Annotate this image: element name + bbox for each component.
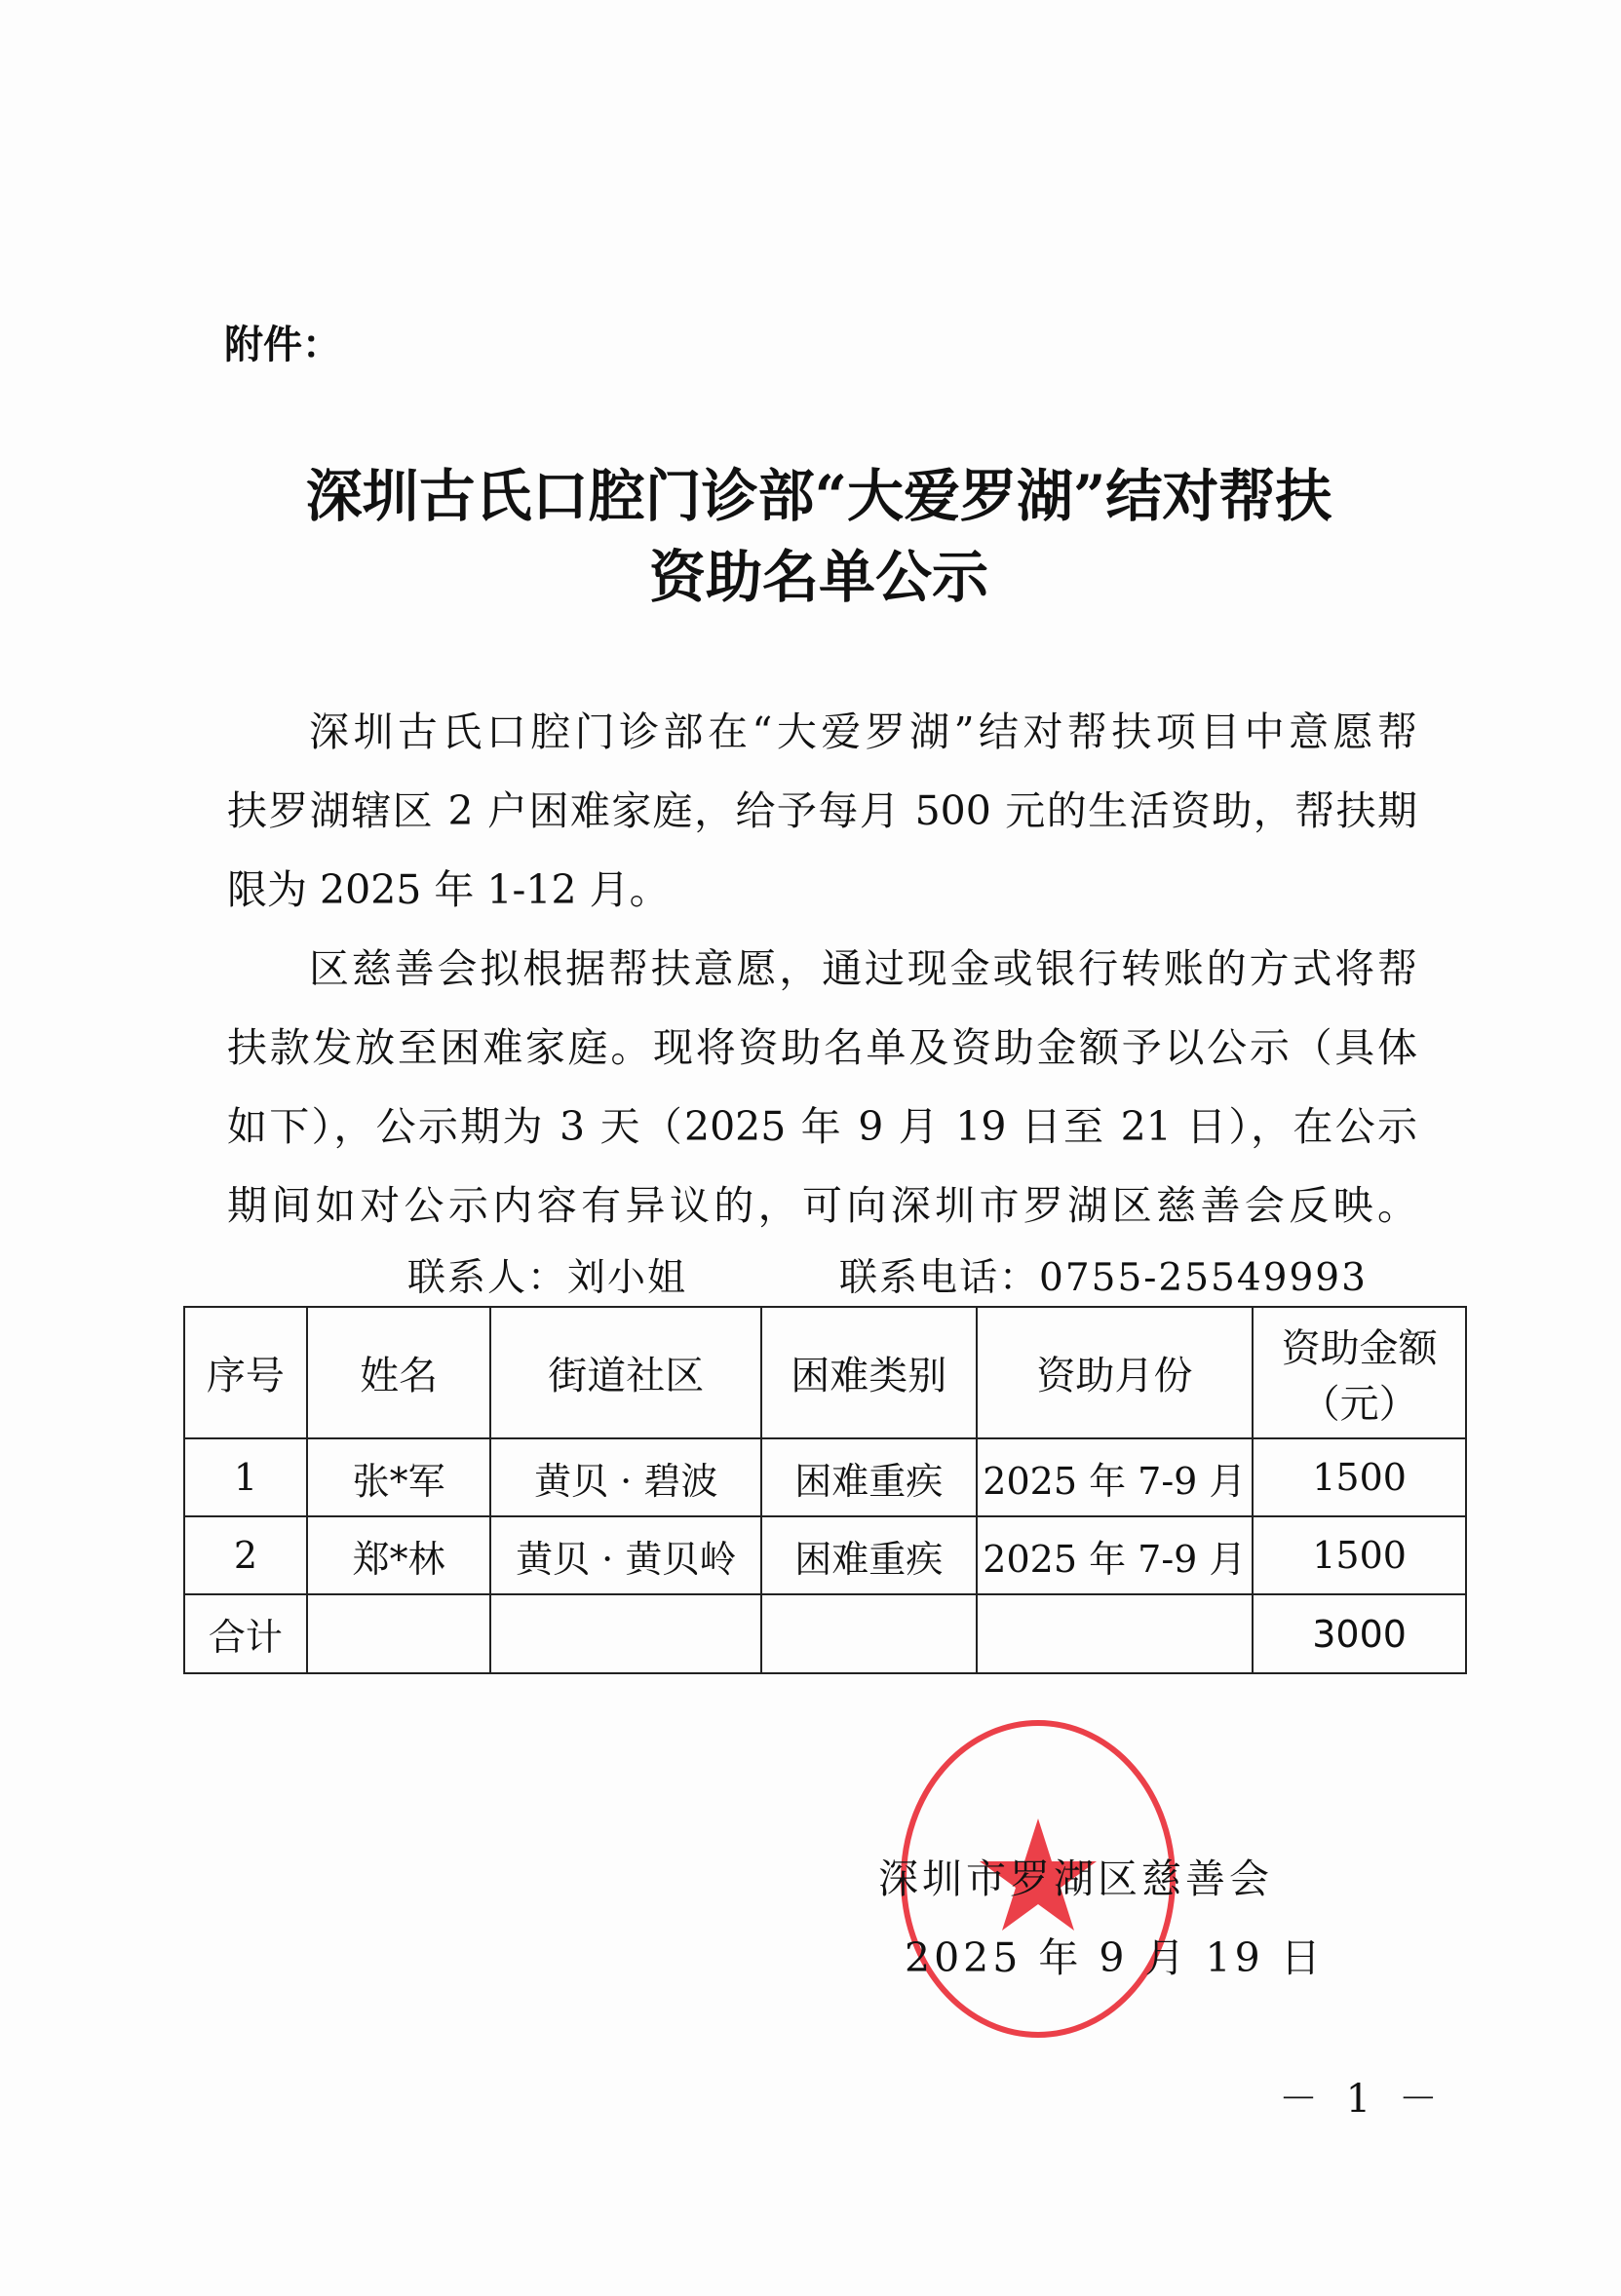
document-title-line-2: 资助名单公示 bbox=[648, 544, 988, 610]
header-category: 困难类别 bbox=[761, 1307, 977, 1438]
paragraph-1-line: 限为 2025 年 1-12 月。 bbox=[227, 866, 670, 913]
contact-phone: 联系电话：0755-25549993 bbox=[839, 1256, 1368, 1300]
table-row bbox=[184, 1516, 1466, 1594]
total-value: 3000 bbox=[1253, 1594, 1466, 1673]
cell-months: 2025 年 7-9 月 bbox=[977, 1438, 1254, 1516]
header-index: 序号 bbox=[184, 1307, 307, 1438]
header-months: 资助月份 bbox=[977, 1307, 1254, 1438]
page-number: － 1 － bbox=[1279, 2077, 1446, 2122]
header-amount-unit: （元） bbox=[1300, 1381, 1418, 1427]
paragraph-2-line: 区慈善会拟根据帮扶意愿，通过现金或银行转账的方式将帮 bbox=[309, 945, 1417, 992]
cell-community: 黄贝 · 黄贝岭 bbox=[490, 1516, 760, 1594]
paragraph-2-line: 扶款发放至困难家庭。现将资助名单及资助金额予以公示（具体 bbox=[227, 1024, 1417, 1071]
table-total-row bbox=[184, 1594, 1466, 1673]
paragraph-2-line: 期间如对公示内容有异议的，可向深圳市罗湖区慈善会反映。 bbox=[227, 1182, 1417, 1229]
cell-community: 黄贝 · 碧波 bbox=[490, 1438, 760, 1516]
paragraph-1-line: 扶罗湖辖区 2 户困难家庭，给予每月 500 元的生活资助，帮扶期 bbox=[227, 787, 1417, 834]
contact-person: 联系人：刘小姐 bbox=[407, 1256, 688, 1300]
table-row bbox=[184, 1438, 1466, 1516]
cell-name: 张*军 bbox=[307, 1438, 491, 1516]
header-name: 姓名 bbox=[307, 1307, 491, 1438]
cell-amount: 1500 bbox=[1253, 1516, 1466, 1594]
attachment-label: 附件： bbox=[224, 323, 341, 367]
header-amount bbox=[1253, 1307, 1466, 1438]
cell-amount: 1500 bbox=[1253, 1438, 1466, 1516]
cell-months: 2025 年 7-9 月 bbox=[977, 1516, 1254, 1594]
cell-category: 困难重疾 bbox=[761, 1438, 977, 1516]
total-label: 合计 bbox=[184, 1594, 307, 1673]
aid-table bbox=[183, 1306, 1467, 1674]
signature-org: 深圳市罗湖区慈善会 bbox=[878, 1856, 1273, 1902]
cell-category: 困难重疾 bbox=[761, 1516, 977, 1594]
table-header-row bbox=[184, 1307, 1466, 1438]
header-amount-label: 资助金额 bbox=[1281, 1325, 1438, 1371]
header-community: 街道社区 bbox=[490, 1307, 760, 1438]
signature-date: 2025 年 9 月 19 日 bbox=[905, 1934, 1325, 1981]
paragraph-1-line: 深圳古氏口腔门诊部在“大爱罗湖”结对帮扶项目中意愿帮 bbox=[309, 708, 1417, 755]
cell-index: 1 bbox=[184, 1438, 307, 1516]
cell-index: 2 bbox=[184, 1516, 307, 1594]
paragraph-2-line: 如下），公示期为 3 天（2025 年 9 月 19 日至 21 日），在公示 bbox=[227, 1103, 1417, 1150]
document-title-line-1: 深圳古氏口腔门诊部“大爱罗湖”结对帮扶 bbox=[305, 463, 1332, 529]
cell-name: 郑*林 bbox=[307, 1516, 491, 1594]
